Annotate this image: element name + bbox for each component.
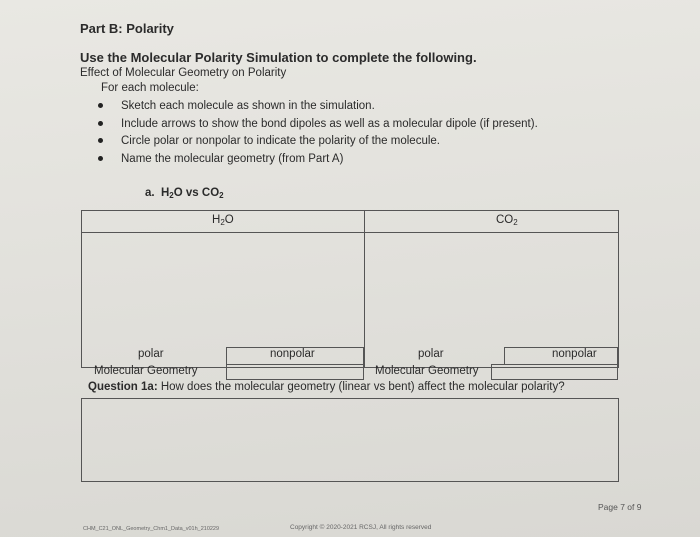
bullet-item: Include arrows to show the bond dipoles as well as a molecular dipole (if present). xyxy=(98,118,538,130)
co2-geometry-box xyxy=(491,364,618,380)
co2-geometry-label: Molecular Geometry xyxy=(375,365,479,377)
bullet-item: Circle polar or nonpolar to indicate the polarity of the molecule. xyxy=(98,135,440,147)
subheading: Effect of Molecular Geometry on Polarity xyxy=(80,67,287,79)
part-title: Part B: Polarity xyxy=(80,21,174,36)
bullet-icon xyxy=(98,156,103,161)
bullet-icon xyxy=(98,121,103,126)
bullet-icon xyxy=(98,138,103,143)
instruction: Use the Molecular Polarity Simulation to complete the following. xyxy=(80,50,477,65)
table-header-row xyxy=(82,211,618,233)
footer-copyright: Copyright © 2020-2021 RCSJ, All rights reserved xyxy=(290,524,432,531)
bullet-item: Sketch each molecule as shown in the simulation. xyxy=(98,100,375,112)
page-number: Page 7 of 9 xyxy=(598,502,642,512)
h2o-geometry-label: Molecular Geometry xyxy=(94,365,198,377)
question-1a: Question 1a: How does the molecular geometry (linear vs bent) affect the molecular polarity? xyxy=(88,381,565,393)
h2o-column-header: $H_2O$ xyxy=(212,214,234,227)
footer-doc-id: CHM_C21_ONL_Geometry_Chm1_Data_v01h_210229 xyxy=(83,526,220,532)
sketch-table xyxy=(81,210,619,368)
h2o-polar-option[interactable]: polar xyxy=(138,348,164,360)
item-a-heading: a. $H_2O$ vs $CO_2$ xyxy=(145,187,224,200)
h2o-geometry-box xyxy=(226,364,364,380)
co2-column-header: $CO_2$ xyxy=(496,214,518,227)
co2-polar-option[interactable]: polar xyxy=(418,348,444,360)
bullet-item: Name the molecular geometry (from Part A) xyxy=(98,153,343,165)
for-each-label: For each molecule: xyxy=(101,82,199,94)
question-label: Question 1a: xyxy=(88,381,158,393)
column-divider xyxy=(364,211,365,367)
h2o-nonpolar-option[interactable]: nonpolar xyxy=(270,348,315,360)
answer-box[interactable] xyxy=(81,398,619,482)
bullet-icon xyxy=(98,103,103,108)
co2-nonpolar-option[interactable]: nonpolar xyxy=(552,348,597,360)
